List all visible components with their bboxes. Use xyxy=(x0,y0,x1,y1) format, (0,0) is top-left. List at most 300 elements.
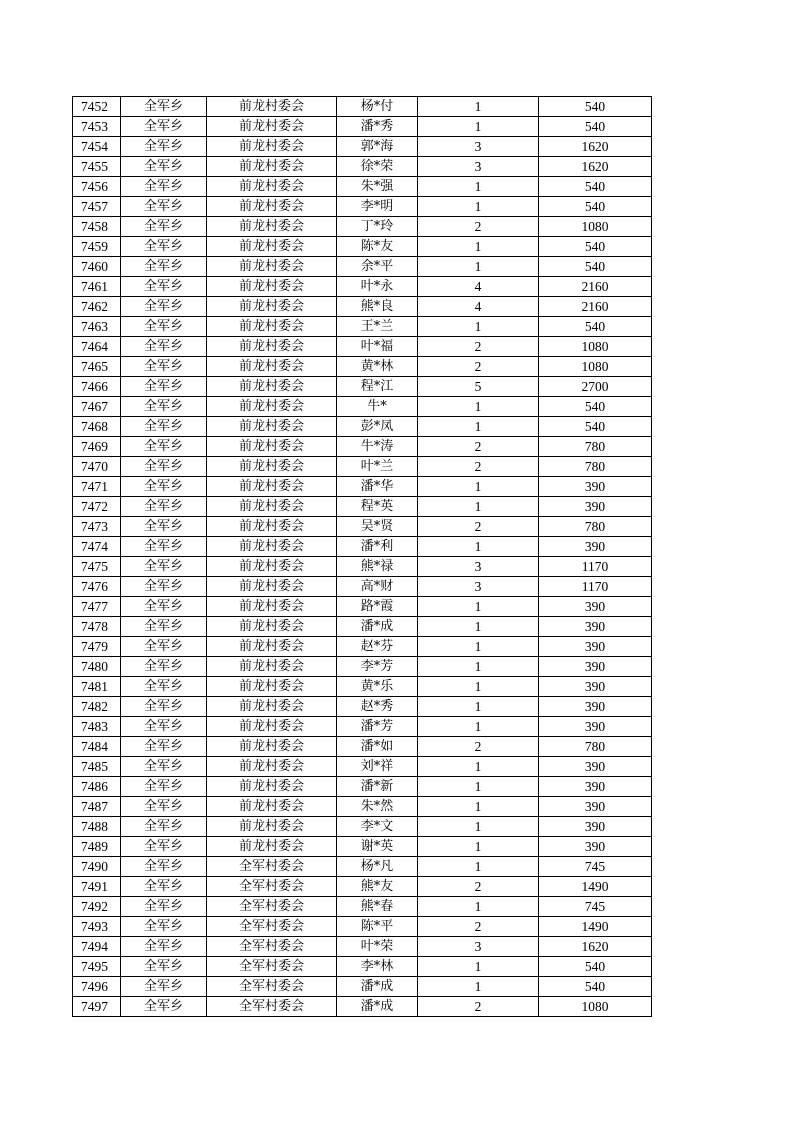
township-cell: 全军乡 xyxy=(121,337,207,357)
amount-cell: 2700 xyxy=(539,377,652,397)
township-cell: 全军乡 xyxy=(121,757,207,777)
table-row xyxy=(73,937,652,957)
village-committee-cell: 前龙村委会 xyxy=(207,837,337,857)
name-cell: 程*英 xyxy=(337,497,418,517)
name-cell: 潘*利 xyxy=(337,537,418,557)
name-cell: 赵*秀 xyxy=(337,697,418,717)
amount-cell: 390 xyxy=(539,597,652,617)
township-cell: 全军乡 xyxy=(121,457,207,477)
township-cell: 全军乡 xyxy=(121,197,207,217)
village-committee-cell: 前龙村委会 xyxy=(207,117,337,137)
village-committee-cell: 全军村委会 xyxy=(207,877,337,897)
amount-cell: 390 xyxy=(539,497,652,517)
count-cell: 2 xyxy=(418,997,539,1017)
name-cell: 彭*凤 xyxy=(337,417,418,437)
amount-cell: 390 xyxy=(539,637,652,657)
township-cell: 全军乡 xyxy=(121,297,207,317)
name-cell: 熊*禄 xyxy=(337,557,418,577)
village-committee-cell: 前龙村委会 xyxy=(207,617,337,637)
row-number-cell: 7480 xyxy=(73,657,121,677)
count-cell: 3 xyxy=(418,157,539,177)
amount-cell: 1170 xyxy=(539,577,652,597)
subsidy-table-container xyxy=(72,96,651,1017)
amount-cell: 390 xyxy=(539,757,652,777)
subsidy-table xyxy=(72,96,652,1017)
row-number-cell: 7469 xyxy=(73,437,121,457)
name-cell: 熊*友 xyxy=(337,877,418,897)
count-cell: 1 xyxy=(418,177,539,197)
count-cell: 1 xyxy=(418,237,539,257)
row-number-cell: 7466 xyxy=(73,377,121,397)
township-cell: 全军乡 xyxy=(121,277,207,297)
village-committee-cell: 前龙村委会 xyxy=(207,757,337,777)
table-row xyxy=(73,117,652,137)
township-cell: 全军乡 xyxy=(121,97,207,117)
row-number-cell: 7497 xyxy=(73,997,121,1017)
amount-cell: 390 xyxy=(539,617,652,637)
row-number-cell: 7484 xyxy=(73,737,121,757)
township-cell: 全军乡 xyxy=(121,397,207,417)
table-row xyxy=(73,777,652,797)
name-cell: 朱*强 xyxy=(337,177,418,197)
row-number-cell: 7468 xyxy=(73,417,121,437)
amount-cell: 540 xyxy=(539,177,652,197)
table-row xyxy=(73,597,652,617)
amount-cell: 540 xyxy=(539,317,652,337)
count-cell: 1 xyxy=(418,817,539,837)
count-cell: 1 xyxy=(418,657,539,677)
township-cell: 全军乡 xyxy=(121,477,207,497)
table-row xyxy=(73,377,652,397)
name-cell: 牛*涛 xyxy=(337,437,418,457)
name-cell: 郭*海 xyxy=(337,137,418,157)
table-row xyxy=(73,957,652,977)
count-cell: 1 xyxy=(418,497,539,517)
name-cell: 李*芳 xyxy=(337,657,418,677)
amount-cell: 540 xyxy=(539,237,652,257)
row-number-cell: 7460 xyxy=(73,257,121,277)
row-number-cell: 7491 xyxy=(73,877,121,897)
name-cell: 朱*然 xyxy=(337,797,418,817)
table-body xyxy=(73,97,652,1017)
count-cell: 1 xyxy=(418,317,539,337)
village-committee-cell: 前龙村委会 xyxy=(207,697,337,717)
amount-cell: 1620 xyxy=(539,937,652,957)
table-row xyxy=(73,277,652,297)
amount-cell: 390 xyxy=(539,697,652,717)
name-cell: 叶*荣 xyxy=(337,937,418,957)
name-cell: 黄*林 xyxy=(337,357,418,377)
table-row xyxy=(73,437,652,457)
township-cell: 全军乡 xyxy=(121,117,207,137)
row-number-cell: 7461 xyxy=(73,277,121,297)
amount-cell: 390 xyxy=(539,777,652,797)
row-number-cell: 7478 xyxy=(73,617,121,637)
township-cell: 全军乡 xyxy=(121,257,207,277)
table-row xyxy=(73,917,652,937)
count-cell: 1 xyxy=(418,897,539,917)
count-cell: 1 xyxy=(418,837,539,857)
row-number-cell: 7486 xyxy=(73,777,121,797)
village-committee-cell: 前龙村委会 xyxy=(207,577,337,597)
count-cell: 1 xyxy=(418,597,539,617)
amount-cell: 1080 xyxy=(539,357,652,377)
township-cell: 全军乡 xyxy=(121,857,207,877)
township-cell: 全军乡 xyxy=(121,437,207,457)
count-cell: 1 xyxy=(418,797,539,817)
amount-cell: 540 xyxy=(539,397,652,417)
table-row xyxy=(73,157,652,177)
amount-cell: 540 xyxy=(539,977,652,997)
township-cell: 全军乡 xyxy=(121,357,207,377)
name-cell: 谢*英 xyxy=(337,837,418,857)
table-row xyxy=(73,137,652,157)
township-cell: 全军乡 xyxy=(121,877,207,897)
row-number-cell: 7483 xyxy=(73,717,121,737)
row-number-cell: 7463 xyxy=(73,317,121,337)
count-cell: 1 xyxy=(418,697,539,717)
name-cell: 熊*良 xyxy=(337,297,418,317)
table-row xyxy=(73,537,652,557)
count-cell: 1 xyxy=(418,117,539,137)
name-cell: 徐*荣 xyxy=(337,157,418,177)
row-number-cell: 7475 xyxy=(73,557,121,577)
name-cell: 刘*祥 xyxy=(337,757,418,777)
village-committee-cell: 前龙村委会 xyxy=(207,797,337,817)
row-number-cell: 7479 xyxy=(73,637,121,657)
count-cell: 2 xyxy=(418,737,539,757)
table-row xyxy=(73,757,652,777)
row-number-cell: 7476 xyxy=(73,577,121,597)
amount-cell: 1080 xyxy=(539,217,652,237)
table-row xyxy=(73,817,652,837)
township-cell: 全军乡 xyxy=(121,977,207,997)
row-number-cell: 7495 xyxy=(73,957,121,977)
table-row xyxy=(73,857,652,877)
count-cell: 1 xyxy=(418,857,539,877)
amount-cell: 745 xyxy=(539,897,652,917)
row-number-cell: 7464 xyxy=(73,337,121,357)
name-cell: 潘*成 xyxy=(337,977,418,997)
village-committee-cell: 前龙村委会 xyxy=(207,317,337,337)
amount-cell: 780 xyxy=(539,517,652,537)
name-cell: 路*霞 xyxy=(337,597,418,617)
table-row xyxy=(73,397,652,417)
count-cell: 2 xyxy=(418,917,539,937)
village-committee-cell: 前龙村委会 xyxy=(207,677,337,697)
name-cell: 程*江 xyxy=(337,377,418,397)
count-cell: 1 xyxy=(418,417,539,437)
township-cell: 全军乡 xyxy=(121,177,207,197)
village-committee-cell: 前龙村委会 xyxy=(207,437,337,457)
row-number-cell: 7474 xyxy=(73,537,121,557)
village-committee-cell: 前龙村委会 xyxy=(207,817,337,837)
count-cell: 1 xyxy=(418,617,539,637)
table-row xyxy=(73,697,652,717)
village-committee-cell: 全军村委会 xyxy=(207,897,337,917)
village-committee-cell: 前龙村委会 xyxy=(207,257,337,277)
amount-cell: 1490 xyxy=(539,877,652,897)
amount-cell: 780 xyxy=(539,737,652,757)
amount-cell: 1170 xyxy=(539,557,652,577)
township-cell: 全军乡 xyxy=(121,577,207,597)
table-row xyxy=(73,237,652,257)
village-committee-cell: 前龙村委会 xyxy=(207,637,337,657)
count-cell: 3 xyxy=(418,557,539,577)
amount-cell: 390 xyxy=(539,817,652,837)
table-row xyxy=(73,637,652,657)
name-cell: 叶*永 xyxy=(337,277,418,297)
name-cell: 李*文 xyxy=(337,817,418,837)
row-number-cell: 7477 xyxy=(73,597,121,617)
amount-cell: 390 xyxy=(539,537,652,557)
amount-cell: 540 xyxy=(539,197,652,217)
township-cell: 全军乡 xyxy=(121,137,207,157)
row-number-cell: 7458 xyxy=(73,217,121,237)
count-cell: 1 xyxy=(418,637,539,657)
name-cell: 潘*如 xyxy=(337,737,418,757)
township-cell: 全军乡 xyxy=(121,217,207,237)
count-cell: 1 xyxy=(418,717,539,737)
row-number-cell: 7470 xyxy=(73,457,121,477)
township-cell: 全军乡 xyxy=(121,377,207,397)
village-committee-cell: 前龙村委会 xyxy=(207,457,337,477)
count-cell: 2 xyxy=(418,217,539,237)
village-committee-cell: 前龙村委会 xyxy=(207,377,337,397)
count-cell: 1 xyxy=(418,977,539,997)
village-committee-cell: 前龙村委会 xyxy=(207,237,337,257)
count-cell: 2 xyxy=(418,517,539,537)
amount-cell: 540 xyxy=(539,417,652,437)
name-cell: 叶*福 xyxy=(337,337,418,357)
amount-cell: 780 xyxy=(539,437,652,457)
row-number-cell: 7494 xyxy=(73,937,121,957)
row-number-cell: 7492 xyxy=(73,897,121,917)
township-cell: 全军乡 xyxy=(121,657,207,677)
name-cell: 赵*芬 xyxy=(337,637,418,657)
count-cell: 2 xyxy=(418,357,539,377)
table-row xyxy=(73,177,652,197)
village-committee-cell: 前龙村委会 xyxy=(207,297,337,317)
township-cell: 全军乡 xyxy=(121,997,207,1017)
row-number-cell: 7455 xyxy=(73,157,121,177)
name-cell: 陈*平 xyxy=(337,917,418,937)
amount-cell: 540 xyxy=(539,957,652,977)
count-cell: 2 xyxy=(418,877,539,897)
name-cell: 余*平 xyxy=(337,257,418,277)
name-cell: 牛* xyxy=(337,397,418,417)
village-committee-cell: 全军村委会 xyxy=(207,937,337,957)
amount-cell: 390 xyxy=(539,717,652,737)
name-cell: 丁*玲 xyxy=(337,217,418,237)
amount-cell: 540 xyxy=(539,117,652,137)
count-cell: 1 xyxy=(418,397,539,417)
table-row xyxy=(73,457,652,477)
name-cell: 潘*新 xyxy=(337,777,418,797)
row-number-cell: 7456 xyxy=(73,177,121,197)
name-cell: 李*林 xyxy=(337,957,418,977)
table-row xyxy=(73,257,652,277)
table-row xyxy=(73,317,652,337)
village-committee-cell: 前龙村委会 xyxy=(207,337,337,357)
table-row xyxy=(73,837,652,857)
table-row xyxy=(73,617,652,637)
table-row xyxy=(73,417,652,437)
count-cell: 1 xyxy=(418,957,539,977)
name-cell: 潘*秀 xyxy=(337,117,418,137)
village-committee-cell: 前龙村委会 xyxy=(207,397,337,417)
name-cell: 陈*友 xyxy=(337,237,418,257)
count-cell: 1 xyxy=(418,477,539,497)
count-cell: 1 xyxy=(418,757,539,777)
row-number-cell: 7485 xyxy=(73,757,121,777)
amount-cell: 390 xyxy=(539,837,652,857)
village-committee-cell: 前龙村委会 xyxy=(207,737,337,757)
village-committee-cell: 前龙村委会 xyxy=(207,497,337,517)
row-number-cell: 7467 xyxy=(73,397,121,417)
township-cell: 全军乡 xyxy=(121,717,207,737)
count-cell: 3 xyxy=(418,577,539,597)
village-committee-cell: 前龙村委会 xyxy=(207,137,337,157)
amount-cell: 780 xyxy=(539,457,652,477)
row-number-cell: 7454 xyxy=(73,137,121,157)
amount-cell: 1080 xyxy=(539,337,652,357)
row-number-cell: 7473 xyxy=(73,517,121,537)
amount-cell: 390 xyxy=(539,677,652,697)
township-cell: 全军乡 xyxy=(121,157,207,177)
village-committee-cell: 全军村委会 xyxy=(207,857,337,877)
amount-cell: 390 xyxy=(539,477,652,497)
count-cell: 1 xyxy=(418,197,539,217)
row-number-cell: 7472 xyxy=(73,497,121,517)
count-cell: 4 xyxy=(418,277,539,297)
name-cell: 潘*芳 xyxy=(337,717,418,737)
name-cell: 潘*华 xyxy=(337,477,418,497)
village-committee-cell: 全军村委会 xyxy=(207,957,337,977)
table-row xyxy=(73,977,652,997)
village-committee-cell: 前龙村委会 xyxy=(207,197,337,217)
table-row xyxy=(73,557,652,577)
amount-cell: 745 xyxy=(539,857,652,877)
table-row xyxy=(73,737,652,757)
row-number-cell: 7489 xyxy=(73,837,121,857)
township-cell: 全军乡 xyxy=(121,537,207,557)
count-cell: 1 xyxy=(418,97,539,117)
count-cell: 5 xyxy=(418,377,539,397)
row-number-cell: 7471 xyxy=(73,477,121,497)
village-committee-cell: 全军村委会 xyxy=(207,977,337,997)
table-row xyxy=(73,497,652,517)
amount-cell: 1080 xyxy=(539,997,652,1017)
row-number-cell: 7462 xyxy=(73,297,121,317)
table-row xyxy=(73,797,652,817)
township-cell: 全军乡 xyxy=(121,557,207,577)
village-committee-cell: 前龙村委会 xyxy=(207,357,337,377)
township-cell: 全军乡 xyxy=(121,417,207,437)
table-row xyxy=(73,577,652,597)
table-row xyxy=(73,657,652,677)
township-cell: 全军乡 xyxy=(121,637,207,657)
count-cell: 1 xyxy=(418,537,539,557)
amount-cell: 390 xyxy=(539,797,652,817)
village-committee-cell: 前龙村委会 xyxy=(207,717,337,737)
village-committee-cell: 全军村委会 xyxy=(207,917,337,937)
row-number-cell: 7482 xyxy=(73,697,121,717)
amount-cell: 390 xyxy=(539,657,652,677)
name-cell: 杨*付 xyxy=(337,97,418,117)
count-cell: 3 xyxy=(418,937,539,957)
name-cell: 黄*乐 xyxy=(337,677,418,697)
village-committee-cell: 前龙村委会 xyxy=(207,277,337,297)
name-cell: 吴*贤 xyxy=(337,517,418,537)
table-row xyxy=(73,677,652,697)
count-cell: 4 xyxy=(418,297,539,317)
township-cell: 全军乡 xyxy=(121,837,207,857)
count-cell: 2 xyxy=(418,437,539,457)
table-row xyxy=(73,357,652,377)
village-committee-cell: 前龙村委会 xyxy=(207,597,337,617)
row-number-cell: 7488 xyxy=(73,817,121,837)
township-cell: 全军乡 xyxy=(121,957,207,977)
row-number-cell: 7490 xyxy=(73,857,121,877)
name-cell: 熊*春 xyxy=(337,897,418,917)
village-committee-cell: 前龙村委会 xyxy=(207,517,337,537)
row-number-cell: 7465 xyxy=(73,357,121,377)
row-number-cell: 7481 xyxy=(73,677,121,697)
township-cell: 全军乡 xyxy=(121,797,207,817)
village-committee-cell: 前龙村委会 xyxy=(207,177,337,197)
count-cell: 3 xyxy=(418,137,539,157)
row-number-cell: 7487 xyxy=(73,797,121,817)
name-cell: 杨*凡 xyxy=(337,857,418,877)
village-committee-cell: 前龙村委会 xyxy=(207,97,337,117)
name-cell: 潘*成 xyxy=(337,617,418,637)
village-committee-cell: 全军村委会 xyxy=(207,997,337,1017)
village-committee-cell: 前龙村委会 xyxy=(207,417,337,437)
name-cell: 叶*兰 xyxy=(337,457,418,477)
amount-cell: 540 xyxy=(539,97,652,117)
village-committee-cell: 前龙村委会 xyxy=(207,657,337,677)
township-cell: 全军乡 xyxy=(121,497,207,517)
village-committee-cell: 前龙村委会 xyxy=(207,777,337,797)
amount-cell: 1490 xyxy=(539,917,652,937)
amount-cell: 1620 xyxy=(539,157,652,177)
township-cell: 全军乡 xyxy=(121,597,207,617)
row-number-cell: 7457 xyxy=(73,197,121,217)
count-cell: 1 xyxy=(418,677,539,697)
table-row xyxy=(73,517,652,537)
row-number-cell: 7452 xyxy=(73,97,121,117)
township-cell: 全军乡 xyxy=(121,917,207,937)
name-cell: 王*兰 xyxy=(337,317,418,337)
village-committee-cell: 前龙村委会 xyxy=(207,557,337,577)
township-cell: 全军乡 xyxy=(121,677,207,697)
table-row xyxy=(73,897,652,917)
table-row xyxy=(73,337,652,357)
table-row xyxy=(73,717,652,737)
name-cell: 高*财 xyxy=(337,577,418,597)
township-cell: 全军乡 xyxy=(121,897,207,917)
table-row xyxy=(73,97,652,117)
township-cell: 全军乡 xyxy=(121,777,207,797)
table-row xyxy=(73,197,652,217)
name-cell: 李*明 xyxy=(337,197,418,217)
township-cell: 全军乡 xyxy=(121,317,207,337)
village-committee-cell: 前龙村委会 xyxy=(207,537,337,557)
township-cell: 全军乡 xyxy=(121,737,207,757)
amount-cell: 2160 xyxy=(539,277,652,297)
village-committee-cell: 前龙村委会 xyxy=(207,217,337,237)
